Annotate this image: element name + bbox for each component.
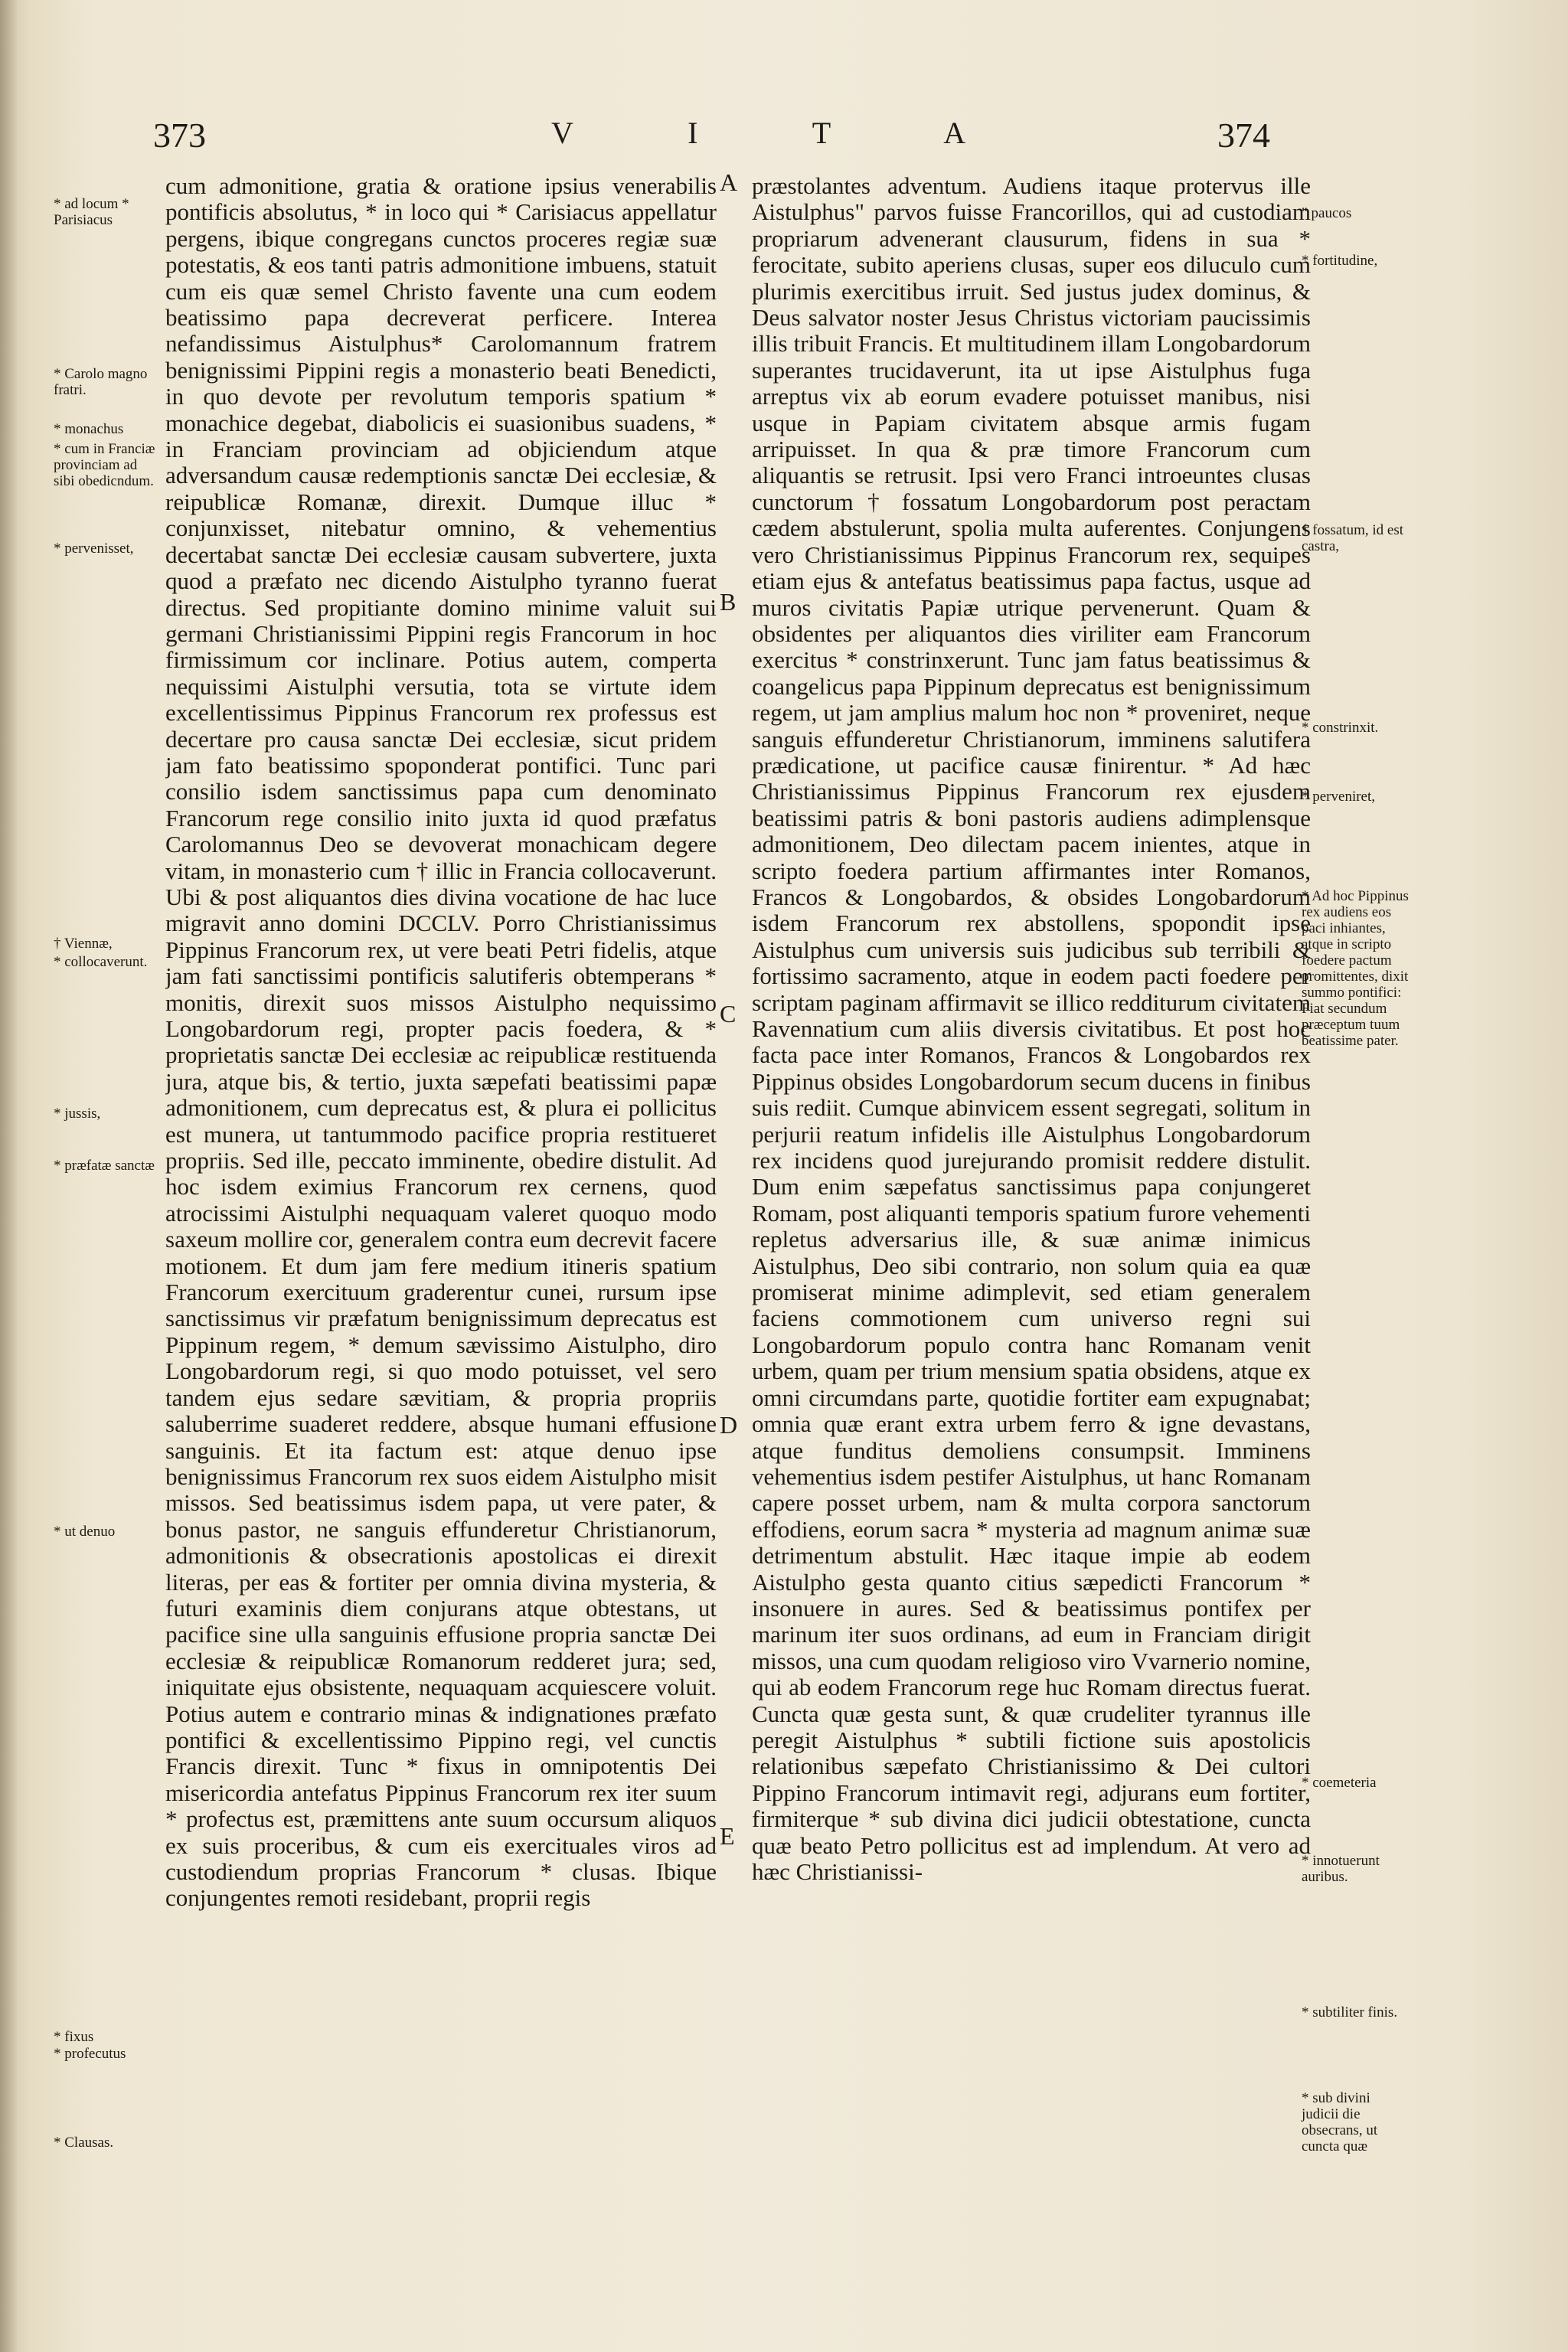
margin-note: * jussis,	[54, 1106, 101, 1122]
section-letter-a: A	[720, 168, 738, 196]
margin-note: * collocaverunt.	[54, 954, 148, 970]
section-letter-b: B	[720, 588, 737, 616]
section-letter-c: C	[720, 1000, 737, 1027]
margin-note: * ad locum * Parisiacus	[54, 196, 129, 228]
left-text-column	[165, 173, 717, 2187]
margin-note: * Clausas.	[54, 2135, 114, 2151]
margin-note: * sub divini judicii die obsecrans, ut cuncta quæ	[1302, 2090, 1378, 2154]
margin-note: * subtiliter finis.	[1302, 2004, 1398, 2020]
page-header	[153, 115, 1348, 168]
running-title: V I T A	[551, 116, 1020, 150]
margin-note: " paucos	[1302, 205, 1352, 221]
margin-note: * innotuerunt auribus.	[1302, 1853, 1380, 1885]
left-page-number: 373	[153, 116, 206, 155]
margin-note: * cum in Franciæ provinciam ad sibi obedicndum.	[54, 441, 155, 489]
margin-note: * pervenisset,	[54, 541, 134, 557]
margin-note: * perveniret,	[1302, 789, 1376, 805]
margin-note: * monachus	[54, 421, 124, 437]
section-letter-e: E	[720, 1822, 735, 1850]
section-letter-d: D	[720, 1411, 738, 1439]
margin-note: * præfatæ sanctæ	[54, 1158, 155, 1174]
margin-note: * fortitudine,	[1302, 253, 1378, 269]
margin-note: † fossatum, id est castra,	[1302, 522, 1403, 554]
page-gutter	[0, 0, 17, 2352]
right-text-column	[752, 173, 1311, 2187]
margin-note: * constrinxit.	[1302, 720, 1379, 736]
margin-note: † Viennæ,	[54, 936, 113, 952]
right-column-text: præstolantes adventum. Audiens itaque protervus ille Aistulphus" parvos fuisse Francorillos, qui ad custodiam propriarum advenerant clausurum, fidens in sua * ferocitate, subito aperiens clusas, super eos diluculo cum plurimis exercitibus irruit. Sed justus judex dominus, & Deus salvator noster Jesus Christus victoriam paucissimis illis tribuit Francis. Et multitudinem illam Longobardorum superantes trucidaverunt, ita ut ipse Aistulphus fuga arreptus vix ab eorum evadere potuisset manibus, nisi usque in Papiam civitatem absque armis fugam arripuisset. In qua & præ timore Francorum cum aliquantis se retrusit. Ipsi vero Franci introeuntes clusas cunctorum † fossatum Longobardorum post peractam cædem abstulerunt, spolia multa auferentes. Conjungens vero Christianissimus Pippinus Francorum rex, sequipes etiam ejus & antefatus beatissimus papa factus, usque ad muros civitatis Papiæ utrique pervenerunt. Quam & obsidentes per aliquantos dies viriliter eam Francorum exercitus * constrinxerunt. Tunc jam fatus beatissimus & coangelicus papa Pippinum deprecatus est benignissimum regem, ut jam amplius malum hoc non * proveniret, neque sanguis effunderetur Christianorum, imminens salutifera prædicatione, ut pacifice causæ finirentur. * Ad hæc Christianissimus Pippinus Francorum rex ejusdem beatissimi patris & boni pastoris audiens adimplensque admonitionem, Deo dilectam pacem inientes, atque in scripto foedera partium affirmantes inter Romanos, Francos & Longobardos, & obsides Longobardorum isdem Francorum rex abstollens, spopondit ipse Aistulphus cum universis suis judicibus sub terribili & fortissimo sacramento, atque in eodem pacti foedere per scriptam paginam affirmavit se illico redditurum civitatem Ravennatium cum aliis diversis civitatibus. Et post hoc facta pace inter Romanos, Francos & Longobardos rex Pippinus obsides Longobardorum secum ducens in finibus suis rediit. Cumque abinvicem essent segregati, solitum in perjurii reatum infidelis ille Aistulphus Longobardorum rex incidens quod jurejurando promisit reddere distulit. Dum enim sæpefatus sanctissimus papa conjungeret Romam, post aliquanti temporis spatium furore vehementi repletus adversarius ille, & suæ animæ inimicus Aistulphus, Deo sibi contrario, non solum quia ea quæ promiserat minime adimplevit, sed etiam generalem faciens commotionem cum universo regni sui Longobardorum populo contra hanc Romanam venit urbem, quam per trium mensium spatia obsidens, atque ex omni circumdans parte, quotidie fortiter eam expugnabat; omnia quæ erant extra urbem ferro & igne devastans, atque funditus demoliens consumpsit. Imminens vehementius isdem pestifer Aistulphus, ut hanc Romanam capere posset urbem, nam & multa corpora sanctorum effodiens, eorum sacra * mysteria ad magnum animæ suæ detrimentum abstulit. Hæc itaque impie ab eodem Aistulpho gesta quanto citius sæpedicti Francorum * insonuere in aures. Sed & beatissimus pontifex per marinum iter suos ordinans, ad eum in Franciam dirigit missos, una cum quodam religioso viro Vvarnerio nomine, qui ab eodem Francorum rege huc Romam directus fuerat. Cuncta quæ gesta sunt, & quæ crudeliter tyrannus ille peregit Aistulphus * subtili fictione suis apostolicis relationibus sæpefato Christianissimo & Dei cultori Pippino Francorum intimavit regi, adjurans eum fortiter, firmiterque * sub divina dici judicii obtestatione, cuncta quæ beato Petro pollicitus est ad implendum. At vero ad hæc Christianissi-	[752, 173, 1311, 1885]
margin-note: * profecutus	[54, 2046, 126, 2062]
margin-note: * ut denuo	[54, 1524, 116, 1540]
margin-note: * coemeteria	[1302, 1775, 1377, 1791]
margin-note: * Carolo magno fratri.	[54, 366, 148, 398]
margin-note: * Ad hoc Pippinus rex audiens eos paci inhiantes, atque in scripto foedere pactum promittentes, dixit summo pontifici: Fiat secundum præceptum tuum beatissime pater.	[1302, 888, 1409, 1049]
margin-note: * fixus	[54, 2029, 94, 2045]
left-column-text: cum admonitione, gratia & oratione ipsius venerabilis pontificis absolutus, * in loco qui * Carisiacus appellatur pergens, ibique congregans cunctos proceres regiæ suæ potestatis, & eos tanti patris admonitione imbuens, statuit cum eis quæ semel Christo favente una cum eodem beatissimo papa decreverat perficere. Interea nefandissimus Aistulphus* Carolomannum fratrem benignissimi Pippini regis a monasterio beati Benedicti, in quo devote per revolutum temporis spatium * monachice degebat, diabolicis ei suasionibus suadens, * in Franciam provinciam ad objiciendum atque adversandum causæ redemptionis sanctæ Dei ecclesiæ, & reipublicæ Romanæ, direxit. Dumque illuc * conjunxisset, nitebatur omnino, & vehementius decertabat sanctæ Dei ecclesiæ causam subvertere, juxta quod a præfato nec dicendo Aistulpho tyranno fuerat directus. Sed propitiante domino minime valuit sui germani Christianissimi Pippini regis Francorum in hoc firmissimum cor inclinare. Potius autem, comperta nequissimi Aistulphi versutia, tota se virtute idem excellentissimus Pippinus Francorum rex professus est decertare pro causa sanctæ Dei ecclesiæ, sicut pridem jam fato beatissimo spoponderat pontifici. Tunc pari consilio isdem sanctissimus papa cum denominato Francorum rege consilio inito juxta id quod præfatus Carolomannus Deo se devoverat monachicam degere vitam, in monasterio cum † illic in Francia collocaverunt. Ubi & post aliquantos dies divina vocatione de hac luce migravit anno domini DCCLV. Porro Christianissimus Pippinus Francorum rex, ut vere beati Petri fidelis, atque jam fati sanctissimi pontificis salutiferis obtemperans * monitis, direxit suos missos Aistulpho nequissimo Longobardorum regi, propter pacis foedera, & * proprietatis sanctæ Dei ecclesiæ ac reipublicæ restituenda jura, atque bis, & tertio, juxta sæpefati beatissimi papæ admonitionem, cum deprecatus est, & plura ei pollicitus est munera, ut tantummodo pacifice propria restitueret propriis. Sed ille, peccato imminente, obedire distulit. Ad hoc isdem eximius Francorum rex cernens, quod atrocissimi Aistulphi nequaquam valeret quoquo modo saxeum mollire cor, generalem contra eum decrevit facere motionem. Et dum jam fere medium itineris spatium Francorum exercituum graderentur cunei, rursum ipse sanctissimus vir præfatum benignissimum deprecatus est Pippinum regem, * demum sævissimo Aistulpho, diro Longobardorum regi, si quo modo potuisset, vel sero tandem ejus sedare sævitiam, & propria propriis saluberrime suaderet reddere, absque humani effusione sanguinis. Et ita factum est: atque denuo ipse benignissimus Francorum rex suos eidem Aistulpho misit missos. Sed beatissimus isdem papa, ut vere pater, & bonus pastor, ne sanguis effunderetur Christianorum, admonitionis & obsecrationis apostolicas ei direxit literas, per eas & fortiter per omnia divina mysteria, & futuri examinis diem conjurans atque obtestans, ut pacifice sine ulla sanguinis effusione propria sanctæ Dei ecclesiæ & reipublicæ Romanorum redderet jura; sed, iniquitate ejus obsistente, nequaquam acquiescere voluit. Potius autem e contrario minas & indignationes præfato pontifici & excellentissimo Pippino regi, vel cunctis Francis direxit. Tunc * fixus in omnipotentis Dei misericordia antefatus Pippinus Francorum rex iter suum * profectus est, præmittens ante suum occursum aliquos ex suis proceribus, & cum eis exercituales viros ad custodiendum proprias Francorum * clusas. Ibique conjungentes remoti residebant, proprii regis	[165, 173, 717, 1912]
right-page-number: 374	[1217, 116, 1270, 155]
